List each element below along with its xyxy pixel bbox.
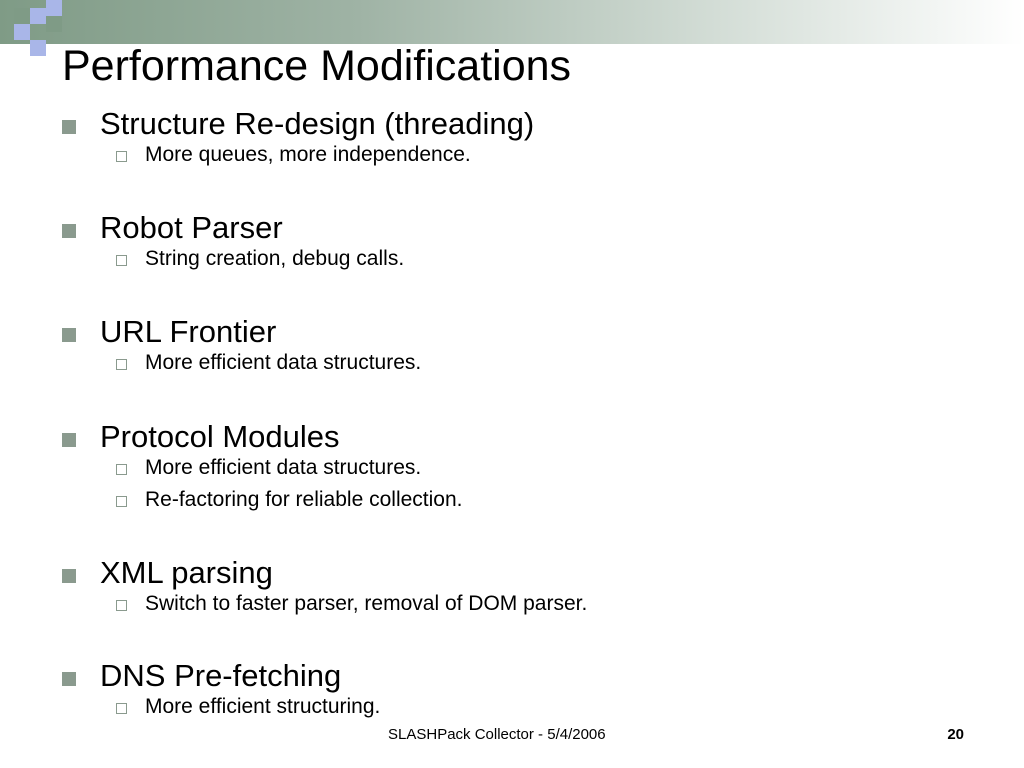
square-bullet-icon bbox=[62, 433, 76, 447]
sub-bullet-label: String creation, debug calls. bbox=[145, 247, 405, 270]
square-bullet-icon bbox=[62, 328, 76, 342]
sub-bullet-label: Re-factoring for reliable collection. bbox=[145, 488, 463, 511]
sub-bullet-label: More efficient data structures. bbox=[145, 456, 422, 479]
hollow-square-bullet-icon bbox=[116, 703, 127, 714]
hollow-square-bullet-icon bbox=[116, 464, 127, 475]
hollow-square-bullet-icon bbox=[116, 255, 127, 266]
square-bullet-icon bbox=[62, 224, 76, 238]
slide-footer: SLASHPack Collector - 5/4/2006 bbox=[388, 726, 606, 743]
slide-title: Performance Modifications bbox=[62, 42, 572, 90]
hollow-square-bullet-icon bbox=[116, 496, 127, 507]
bullet-label: URL Frontier bbox=[100, 314, 277, 349]
sub-bullet-label: More queues, more independence. bbox=[145, 143, 471, 166]
bullet-label: XML parsing bbox=[100, 555, 273, 590]
bullet-label: Protocol Modules bbox=[100, 419, 340, 454]
hollow-square-bullet-icon bbox=[116, 359, 127, 370]
hollow-square-bullet-icon bbox=[116, 600, 127, 611]
square-bullet-icon bbox=[62, 569, 76, 583]
sub-bullet-label: More efficient structuring. bbox=[145, 695, 381, 718]
bullet-label: DNS Pre-fetching bbox=[100, 658, 342, 693]
page-number: 20 bbox=[947, 726, 964, 743]
bullet-label: Robot Parser bbox=[100, 210, 283, 245]
square-bullet-icon bbox=[62, 672, 76, 686]
sub-bullet-label: More efficient data structures. bbox=[145, 351, 422, 374]
sub-bullet-label: Switch to faster parser, removal of DOM parser. bbox=[145, 592, 588, 615]
square-bullet-icon bbox=[62, 120, 76, 134]
hollow-square-bullet-icon bbox=[116, 151, 127, 162]
bullet-label: Structure Re-design (threading) bbox=[100, 106, 535, 141]
